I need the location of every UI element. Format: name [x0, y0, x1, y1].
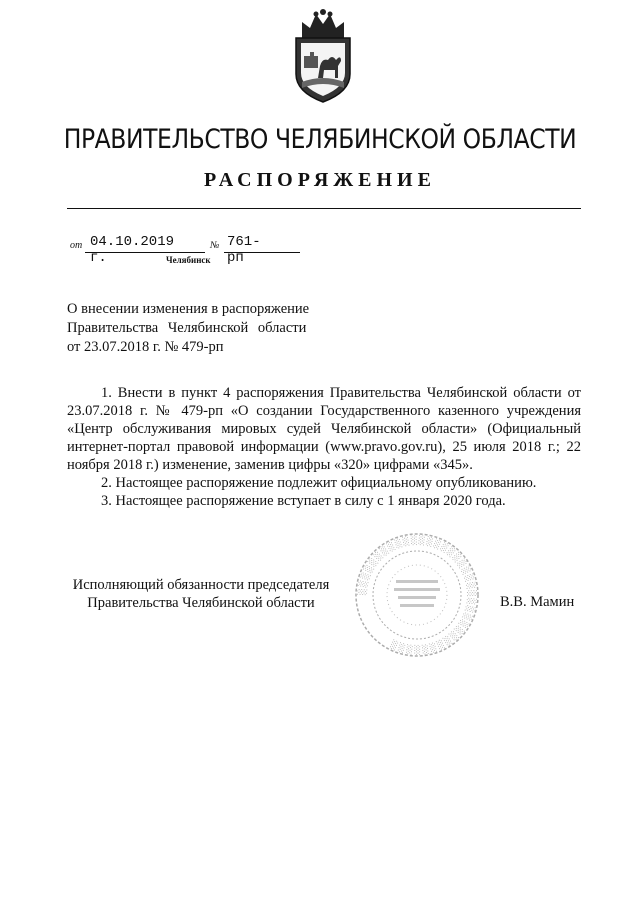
signatory-name: В.В. Мамин — [500, 594, 575, 610]
body-paragraph: 2. Настоящее распоряжение подлежит официальному опубликованию. — [101, 475, 537, 491]
subject-line: О внесении изменения в распоряжение — [67, 301, 310, 317]
from-label: от — [70, 240, 83, 251]
signatory-position-line: Правительства Челябинской области — [87, 595, 315, 611]
number-label: № — [210, 240, 220, 251]
subject-line: Правительства Челябинской области — [67, 320, 307, 336]
government-title: ПРАВИТЕЛЬСТВО ЧЕЛЯБИНСКОЙ ОБЛАСТИ — [63, 124, 577, 155]
body-paragraph: 3. Настоящее распоряжение вступает в силу с 1 января 2020 года. — [101, 493, 506, 509]
date-underline — [85, 252, 205, 253]
svg-text:░░░░░░░░░░░░░░░░░░░░░░░░░░░░░░: ░░░░░░░░░░░░░░░░░░░░░░░░░░░░░░░░░░░░ — [357, 535, 477, 655]
document-body — [67, 384, 581, 510]
official-seal-icon — [352, 530, 482, 660]
signatory-position-line: Исполняющий обязанности председателя — [72, 577, 330, 593]
signatory-position — [66, 576, 336, 612]
document-subject — [67, 300, 347, 357]
coat-of-arms-icon — [288, 8, 358, 106]
document-date: 04.10.2019 г. — [90, 234, 175, 266]
city-label: Челябинск — [166, 255, 211, 265]
body-paragraph: 1. Внести в пункт 4 распоряжения Правительства Челябинской области от 23.07.2018 г. № 479-рп «О создании Государственного казенного учреждения «Центр обслуживания мировых судей Челябинской области» (Официальный интернет-портал правовой информации (www.pravo.gov.ru), 25 июля 2018 г.; 22 ноября 2018 г.) изменение, заменив цифры «320» цифрами «345». — [67, 385, 581, 473]
subject-line: от 23.07.2018 г. № 479-рп — [67, 339, 224, 355]
document-type-title: РАСПОРЯЖЕНИЕ — [204, 169, 436, 191]
header-divider — [67, 208, 581, 209]
number-underline — [224, 252, 300, 253]
document-number: 761-рп — [227, 234, 261, 266]
